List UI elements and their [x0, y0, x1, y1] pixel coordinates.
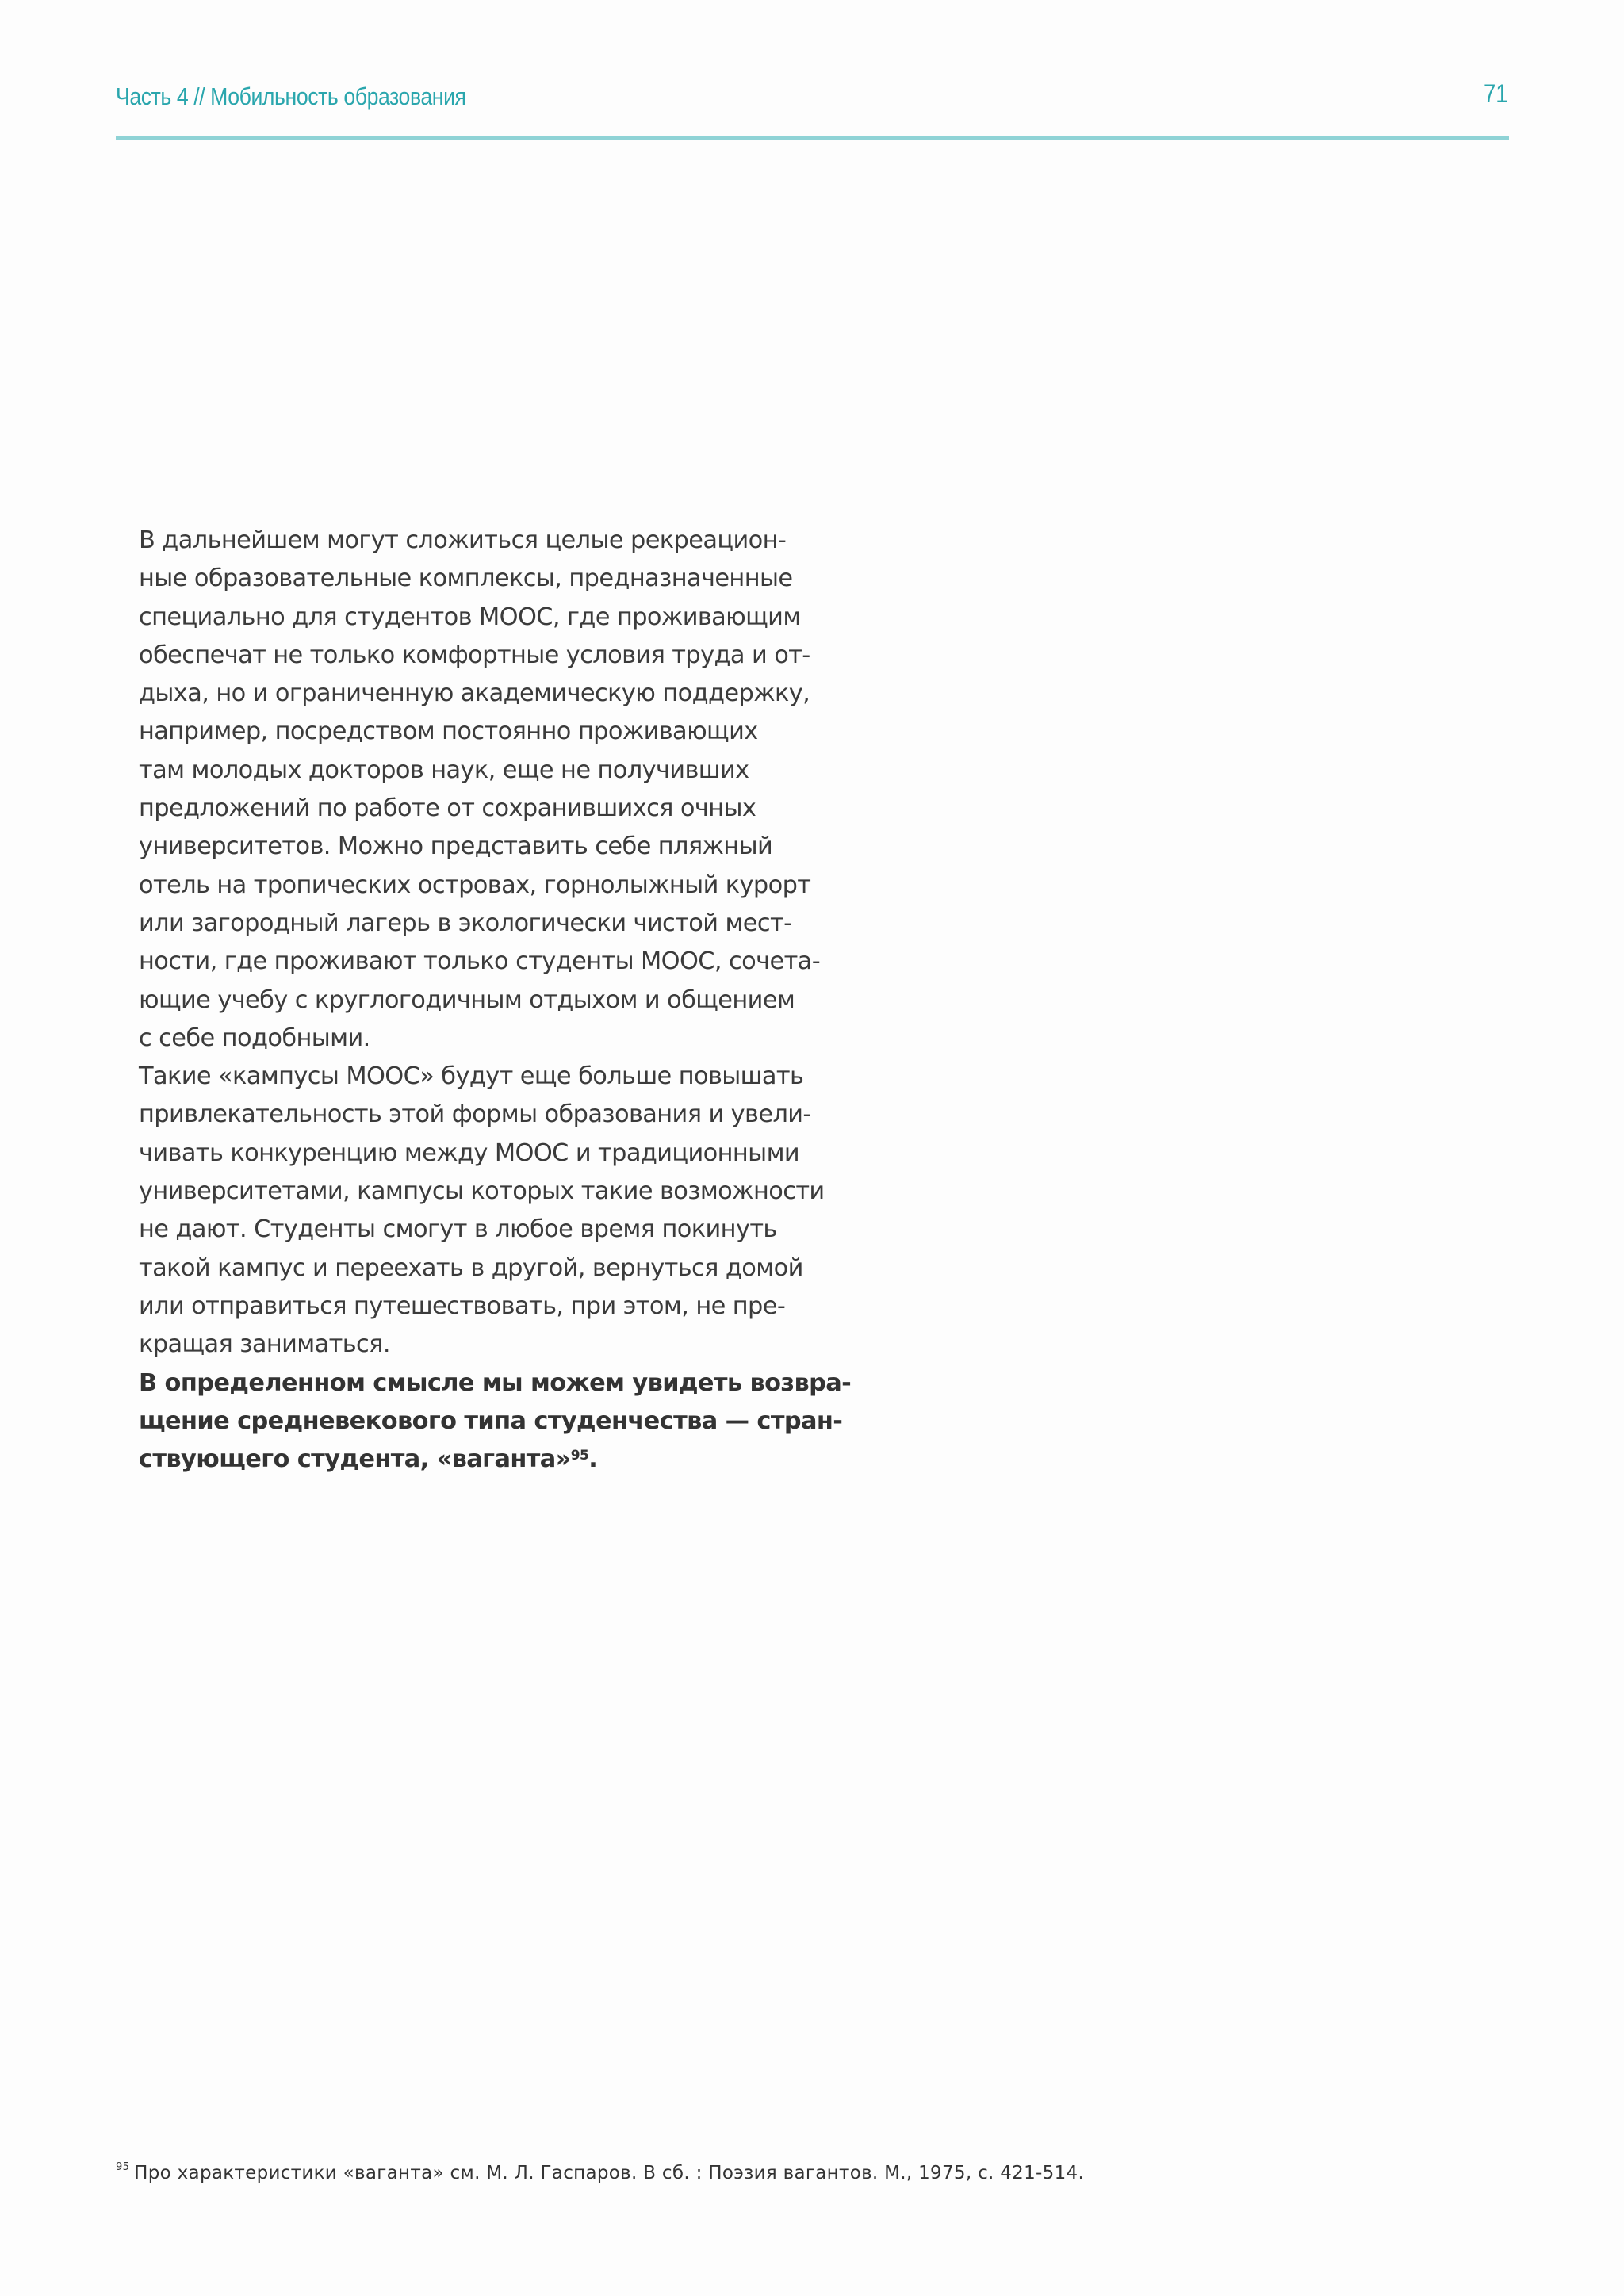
- text-line: щение средневекового типа студенчества — стран-: [139, 1406, 843, 1435]
- footnote-number: 95: [116, 2161, 130, 2174]
- text-line: обеспечат не только комфортные условия труда и от-: [139, 641, 810, 669]
- text-line-last: [116, 1441, 798, 1479]
- page-number: 71: [1484, 79, 1508, 108]
- text-line: университетов. Можно представить себе пляжный: [139, 832, 773, 861]
- text-line: отель на тропических островах, горнолыжный курорт: [139, 871, 811, 899]
- text-line: чивать конкуренцию между МООС и традиционными: [139, 1138, 800, 1167]
- text-line: или отправиться путешествовать, при этом, не пре-: [139, 1292, 786, 1320]
- footnote-ref[interactable]: 95: [570, 1448, 589, 1464]
- text-line: или загородный лагерь в экологически чистой мест-: [139, 909, 792, 937]
- footnote-text: Про характеристики «ваганта» см. М. Л. Гаспаров. В сб. : Поэзия вагантов. М., 1975, с. 421-514.: [134, 2163, 1085, 2183]
- text-line: В дальнейшем могут сложиться целые рекреацион-: [139, 526, 787, 554]
- text-line: такой кампус и переехать в другой, вернуться домой: [139, 1253, 803, 1282]
- text-fragment: .: [588, 1445, 598, 1474]
- text-line: Такие «кампусы МООС» будут еще больше повышать: [139, 1062, 804, 1091]
- text-line: кращая заниматься.: [139, 1330, 390, 1359]
- body-text: [116, 522, 852, 1479]
- paragraph-2: [116, 1058, 825, 1364]
- footnote: [116, 2161, 1084, 2185]
- text-line: ющие учебу с круглогодичным отдыхом и общением: [139, 985, 795, 1014]
- paragraph-3-highlight: [116, 1364, 852, 1479]
- header-rule: [116, 136, 1509, 140]
- text-line: там молодых докторов наук, еще не получивших: [139, 756, 749, 784]
- text-line: не дают. Студенты смогут в любое время покинуть: [139, 1215, 777, 1244]
- text-line: например, посредством постоянно проживающих: [139, 718, 758, 746]
- text-line: привлекательность этой формы образования и увели-: [139, 1100, 811, 1129]
- text-line: В определенном смысле мы можем увидеть возвра-: [139, 1368, 852, 1397]
- text-line: университетами, кампусы которых такие возможности: [139, 1177, 825, 1206]
- running-header: Часть 4 // Мобильность образования: [116, 82, 466, 110]
- text-line: специально для студентов МООС, где проживающим: [139, 603, 801, 631]
- text-line: дыха, но и ограниченную академическую поддержку,: [139, 679, 810, 708]
- text-line: ности, где проживают только студенты МООС, сочета-: [139, 947, 821, 976]
- text-line: предложений по работе от сохранившихся очных: [139, 794, 756, 823]
- text-line: с себе подобными.: [139, 1024, 370, 1052]
- text-fragment: ствующего студента, «ваганта»: [139, 1445, 571, 1474]
- text-line: ные образовательные комплексы, предназначенные: [139, 564, 793, 593]
- paragraph-1: [116, 522, 821, 1058]
